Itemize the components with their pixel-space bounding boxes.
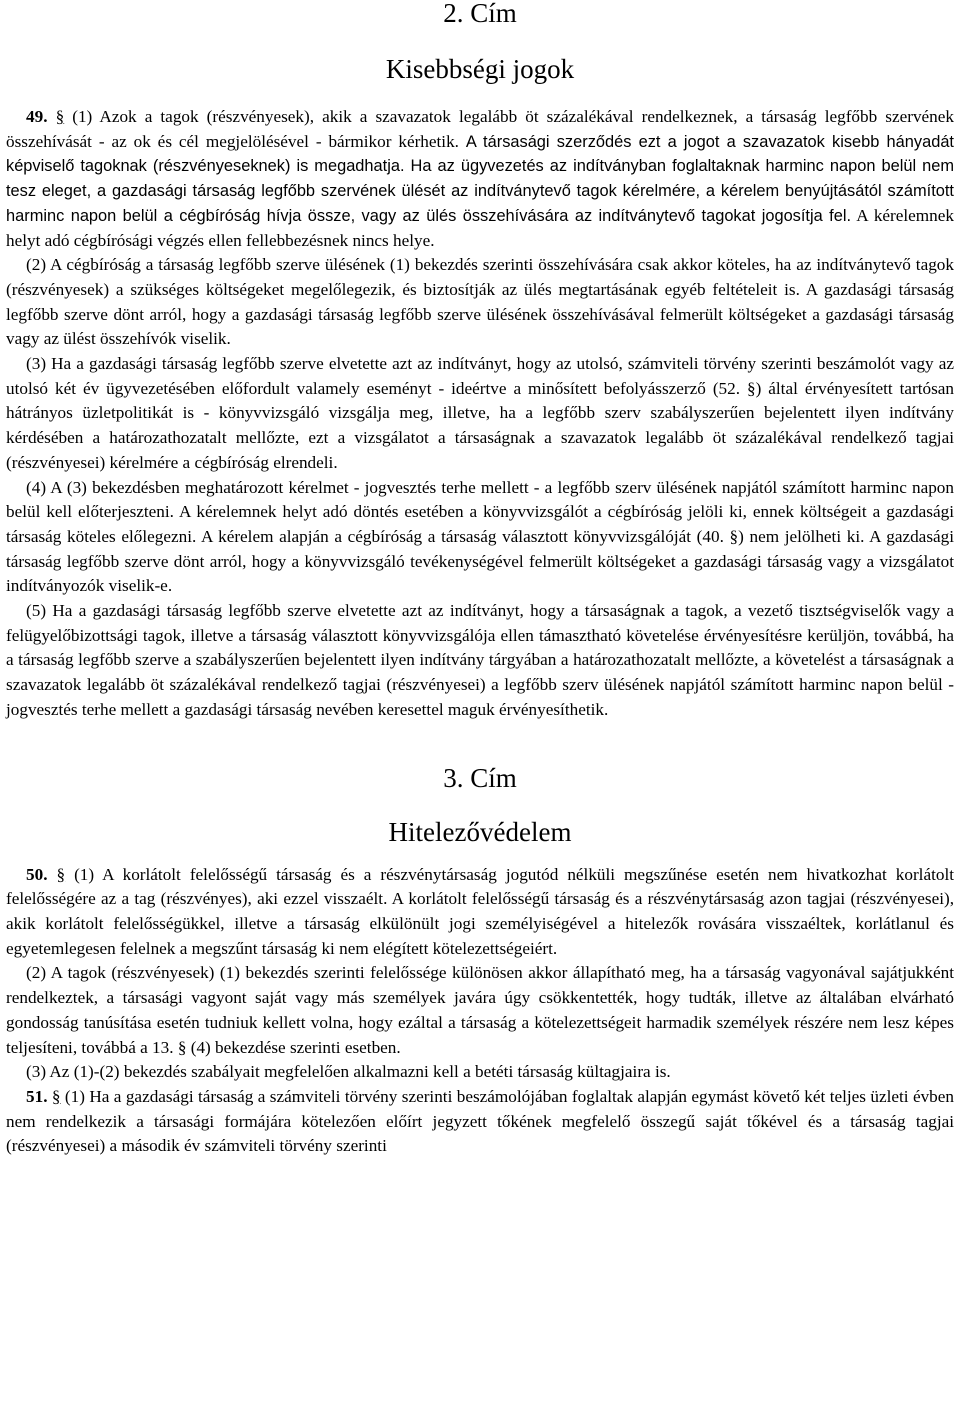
section-50-paragraph-3: (3) Az (1)-(2) bekezdés szabályait megfelelően alkalmazni kell a betéti társaság kültagjaira is.: [26, 1062, 671, 1082]
section-number: 51.: [26, 1086, 48, 1106]
section-49-paragraph-5: (5) Ha a gazdasági társaság legfőbb szerve elvetette azt az indítványt, hogy a társaságnak a tagok, a vezető tisztségviselők vagy a felügyelőbizottsági tagok, illetve a társaság választott könyvvizsgálója ellen támasztható követelése érvényesítésre kerüljön, továbbá, ha a társaság legfőbb szerve a szabályszerűen bejelentett ilyen indítvány tárgyában a határozathozatalt mellőzte, a követelést a társaságnak a szavazatok legalább öt százalékával rendelkező tagjai (részvényesei) a legfőbb szerv ülésének napjától számított harminc napon belül - jogvesztés terhe mellett a gazdasági társaság nevében keresettel maguk érvényesíthetik.: [6, 601, 954, 719]
section-51-paragraph-1-text: (1) Ha a gazdasági társaság a számviteli törvény szerinti beszámolójában foglaltak alapján egymást követő két teljes üzleti évben nem rendelkezik a társasági formájára kötelezően előírt jegyzett tőkének megfelelő összegű saját tőkével és a társaság tagjai (részvényesei) a második év számviteli törvény szerinti: [6, 1086, 954, 1156]
chapter-title-creditor-protection: Hitelezővédelem: [388, 816, 572, 847]
section-49-paragraph-1: [6, 105, 954, 253]
section-49-paragraph-2: (2) A cégbíróság a társaság legfőbb szerve ülésének (1) bekezdés szerinti összehívására csak akkor köteles, ha az indítványtevő tagok (részvényesek) a szükséges költségeket megelőlegezik, és biztosítják az ülés megtartásának egyéb feltételeit is. A gazdasági társaság legfőbb szerve dönt arról, hogy a gazdasági társaság legfőbb szerve ülésének összehívásával felmerült költségeket a gazdasági társaság vagy az ülést összehívók viselik.: [6, 255, 954, 349]
section-51-paragraph-1: [6, 1085, 954, 1159]
section-number: 50.: [26, 864, 48, 884]
section-number: 49.: [26, 107, 48, 126]
section-50-paragraph-1: [6, 863, 954, 962]
section-sign: §: [51, 1086, 61, 1106]
chapter-title-minority-rights: Kisebbségi jogok: [385, 54, 575, 84]
section-sign: §: [55, 107, 65, 126]
section-49-paragraph-1-text-c: A kérelemnek helyt adó cégbírósági végzés ellen fellebbezésnek nincs helye.: [6, 205, 954, 250]
section-49-paragraph-1-text-a: (1) Azok a tagok (részvényesek), akik a szavazatok legalább öt százalékával rendelkeznek, a társaság legfőbb szervének összehívását - az ok és cél megjelölésével - bármikor kérhetik.: [6, 107, 954, 151]
section-49-paragraph-4: (4) A (3) bekezdésben meghatározott kérelmet - jogvesztés terhe mellett - a legfőbb szerv ülésének napjától számított harminc napon belül kell előterjeszteni. A kérelemnek helyt adó döntés esetében a könyvvizsgálót a cégbíróság jelöli ki, ennek költségeit a gazdasági társaság köteles előlegezni. A kérelem alapján a cégbíróság a társaság választott könyvvizsgálóját (40. §) nem jelölheti ki. A gazdasági társaság legfőbb szerve dönt arról, hogy a könyvvizsgáló tevékenységével felmerült költségeket a gazdasági társaság vagy a vizsgálatot indítványozók viselik-e.: [6, 477, 954, 596]
section-50-paragraph-1-text: (1) A korlátolt felelősségű társaság és a részvénytársaság jogutód nélküli megszűnése esetén nem hivatkozhat korlátolt felelősségére az a tag (részvényes), aki ezzel visszaélt. A korlátolt felelősségű társaság és a részvénytársaság azon tagjai (részvényesei), akik korlátolt felelősségükkel, illetve a társaság elkülönült jogi személyiségével a hitelezők rovására visszaéltek, korlátlanul és egyetemlegesen felelnek a megszűnt társaság ki nem elégített kötelezettségeiért.: [6, 864, 955, 958]
chapter-heading-3: 3. Cím: [443, 762, 517, 793]
section-50-paragraph-2: (2) A tagok (részvényesek) (1) bekezdés szerinti felelőssége különösen akkor állapítható meg, ha a társaság vagyonával sajátjukként rendelkeztek, a társasági vagyont saját vagy más személyek javára úgy csökkentették, hogy tudták, illetve az általában elvárható gondosság tanúsítása esetén tudniuk kellett volna, hogy ezáltal a társaság a kötelezettségeit harmadik személyek részére nem lesz képes teljesíteni, továbbá a 13. § (4) bekezdése szerinti esetben.: [6, 963, 954, 1057]
document-page: [6, 0, 954, 1159]
section-49-paragraph-1-text-b: A társasági szerződés ezt a jogot a szavazatok kisebb hányadát képviselő tagoknak (részvényeseknek) is megadhatja. Ha az ügyvezetés az indítványban foglaltaknak harminc napon belül nem tesz eleget, a gazdasági társaság legfőbb szervének ülését az indítványtevő tagok kérelmére, a kérelem benyújtásától számított harminc napon belül a cégbíróság hívja össze, vagy az ülés összehívására az indítványtevő tagokat jogosítja fel.: [6, 132, 954, 225]
section-49-paragraph-3: (3) Ha a gazdasági társaság legfőbb szerve elvetette azt az indítványt, hogy az utolsó, számviteli törvény szerinti beszámolót vagy az utolsó két év ügyvezetésében előfordult valamely eseményt - ideértve a minősített befolyásszerző (52. §) által érvényesített tartósan hátrányos üzletpolitikát is - könyvvizsgáló vizsgálja meg, illetve, ha a legfőbb szerv szabályszerűen bejelentett ilyen indítvány kérdésében a határozathozatalt mellőzte, ezt a vizsgálatot a társaságnak a szavazatok legalább öt százalékával rendelkező tagjai (részvényesei) kérelmére a cégbíróság elrendeli.: [6, 354, 954, 472]
chapter-heading-2: 2. Cím: [443, 0, 517, 28]
section-sign: §: [56, 864, 66, 884]
